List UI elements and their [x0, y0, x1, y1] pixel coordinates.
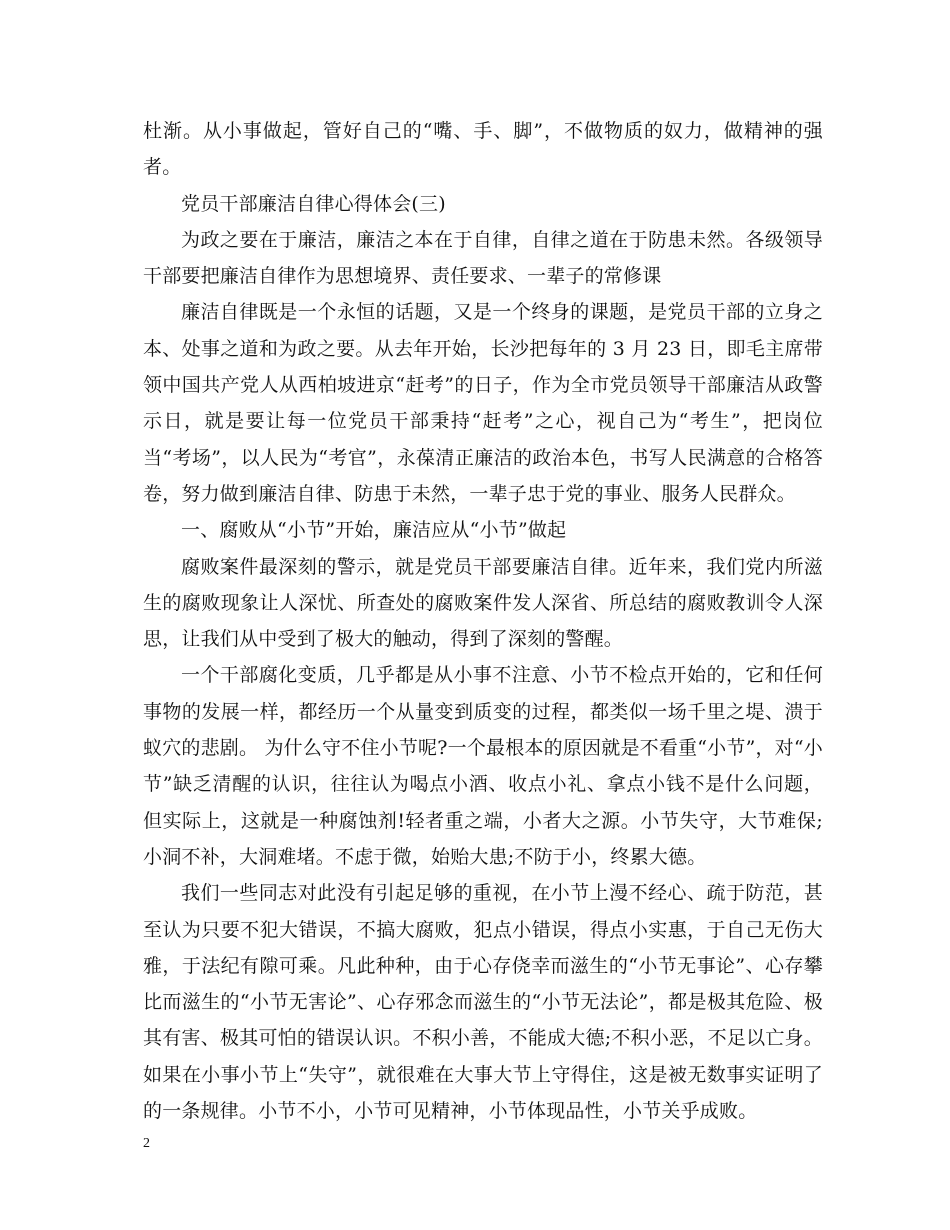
subsection-heading: 一、腐败从“小节”开始，廉洁应从“小节”做起 [181, 519, 567, 542]
section-heading: 党员干部廉洁自律心得体会(三) [181, 192, 446, 215]
document-body [143, 113, 823, 1129]
paragraph: 我们一些同志对此没有引起足够的重视，在小节上漫不经心、疏于防范，甚至认为只要不犯大错误，不搞大腐败，犯点小错误，得点小实惠，于自己无伤大雅，于法纪有隙可乘。凡此种种，由于心存侥幸而滋生的“小节无事论”、心存攀比而滋生的“小节无害论”、心存邪念而滋生的“小节无法论”，都是极其危险、极其有害、极其可怕的错误认识。不积小善，不能成大德;不积小恶，不足以亡身。如果在小事小节上“失守”，就很难在大事大节上守得住，这是被无数事实证明了的一条规律。小节不小，小节可见精神，小节体现品性，小节关乎成败。 [143, 882, 823, 1123]
paragraph: 一个干部腐化变质，几乎都是从小事不注意、小节不检点开始的，它和任何事物的发展一样，都经历一个从量变到质变的过程，都类似一场千里之堤、溃于蚁穴的悲剧。 为什么守不住小节呢?一个最根本的原因就是不看重“小节”，对“小节”缺乏清醒的认识，往往认为喝点小酒、收点小礼、拿点小钱不是什么问题，但实际上，这就是一种腐蚀剂!轻者重之端，小者大之源。小节失守，大节难保;小洞不补，大洞难堵。不虑于微，始贻大患;不防于小，终累大德。 [143, 664, 823, 868]
paragraph: 腐败案件最深刻的警示，就是党员干部要廉洁自律。近年来，我们党内所滋生的腐败现象让人深忧、所查处的腐败案件发人深省、所总结的腐败教训令人深思，让我们从中受到了极大的触动，得到了深刻的警醒。 [143, 555, 823, 651]
paragraph: 廉洁自律既是一个永恒的话题，又是一个终身的课题，是党员干部的立身之本、处事之道和为政之要。从去年开始，长沙把每年的 3 月 23 日，即毛主席带领中国共产党人从西柏坡进京“赶考”的日子，作为全市党员领导干部廉洁从政警示日，就是要让每一位党员干部秉持“赶考”之心，视自己为“考生”，把岗位当“考场”，以人民为“考官”，永葆清正廉洁的政治本色，书写人民满意的合格答卷，努力做到廉洁自律、防患于未然，一辈子忠于党的事业、服务人民群众。 [143, 301, 823, 505]
paragraph-continuation: 杜渐。从小事做起，管好自己的“嘴、手、脚”，不做物质的奴力，做精神的强者。 [143, 120, 823, 179]
paragraph: 为政之要在于廉洁，廉洁之本在于自律，自律之道在于防患未然。各级领导干部要把廉洁自律作为思想境界、责任要求、一辈子的常修课 [143, 228, 823, 288]
page-number: 2 [143, 1136, 150, 1151]
